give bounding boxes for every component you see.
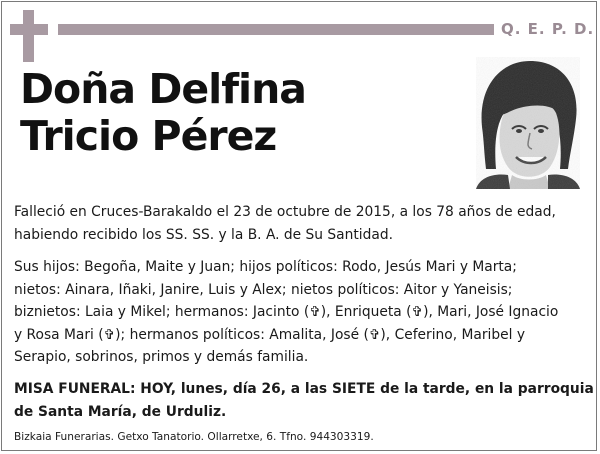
text-line: Falleció en Cruces-Barakaldo el 23 de octubre de 2015, a los 78 años de edad,: [14, 204, 556, 220]
name-line-1: Doña Delfina: [20, 65, 306, 113]
death-announcement: [14, 201, 584, 246]
text-line: biznietos: Laia y Mikel; hermanos: Jacinto (✞), Enriqueta (✞), Mari, José Ignacio: [14, 304, 559, 320]
text-line: MISA FUNERAL: HOY, lunes, día 26, a las SIETE de la tarde, en la parroquia: [14, 381, 594, 397]
text-line: y Rosa Mari (✞); hermanos políticos: Amalita, José (✞), Ceferino, Maribel y: [14, 326, 525, 343]
text-line: de Santa María, de Urduliz.: [14, 403, 227, 420]
deceased-name: [20, 66, 306, 160]
cross-icon-bar: [10, 24, 48, 35]
text-line: nietos: Ainara, Iñaki, Janire, Luis y Alex; nietos políticos: Aitor y Yaneisis;: [14, 281, 513, 298]
family-list: [14, 256, 584, 369]
qepd-label: Q. E. P. D.: [501, 20, 595, 38]
portrait-photo: [476, 57, 580, 189]
text-line: Sus hijos: Begoña, Maite y Juan; hijos políticos: Rodo, Jesús Mari y Marta;: [14, 259, 517, 275]
name-line-2: Tricio Pérez: [20, 112, 277, 160]
funeral-mass-info: [14, 378, 594, 423]
text-line: Serapio, sobrinos, primos y demás familia.: [14, 349, 309, 365]
cross-icon: [23, 10, 34, 62]
header-band: [58, 24, 494, 35]
funeral-home-footer: Bizkaia Funerarias. Getxo Tanatorio. Ollarretxe, 6. Tfno. 944303319.: [14, 431, 374, 443]
text-line: habiendo recibido los SS. SS. y la B. A. de Su Santidad.: [14, 226, 393, 243]
